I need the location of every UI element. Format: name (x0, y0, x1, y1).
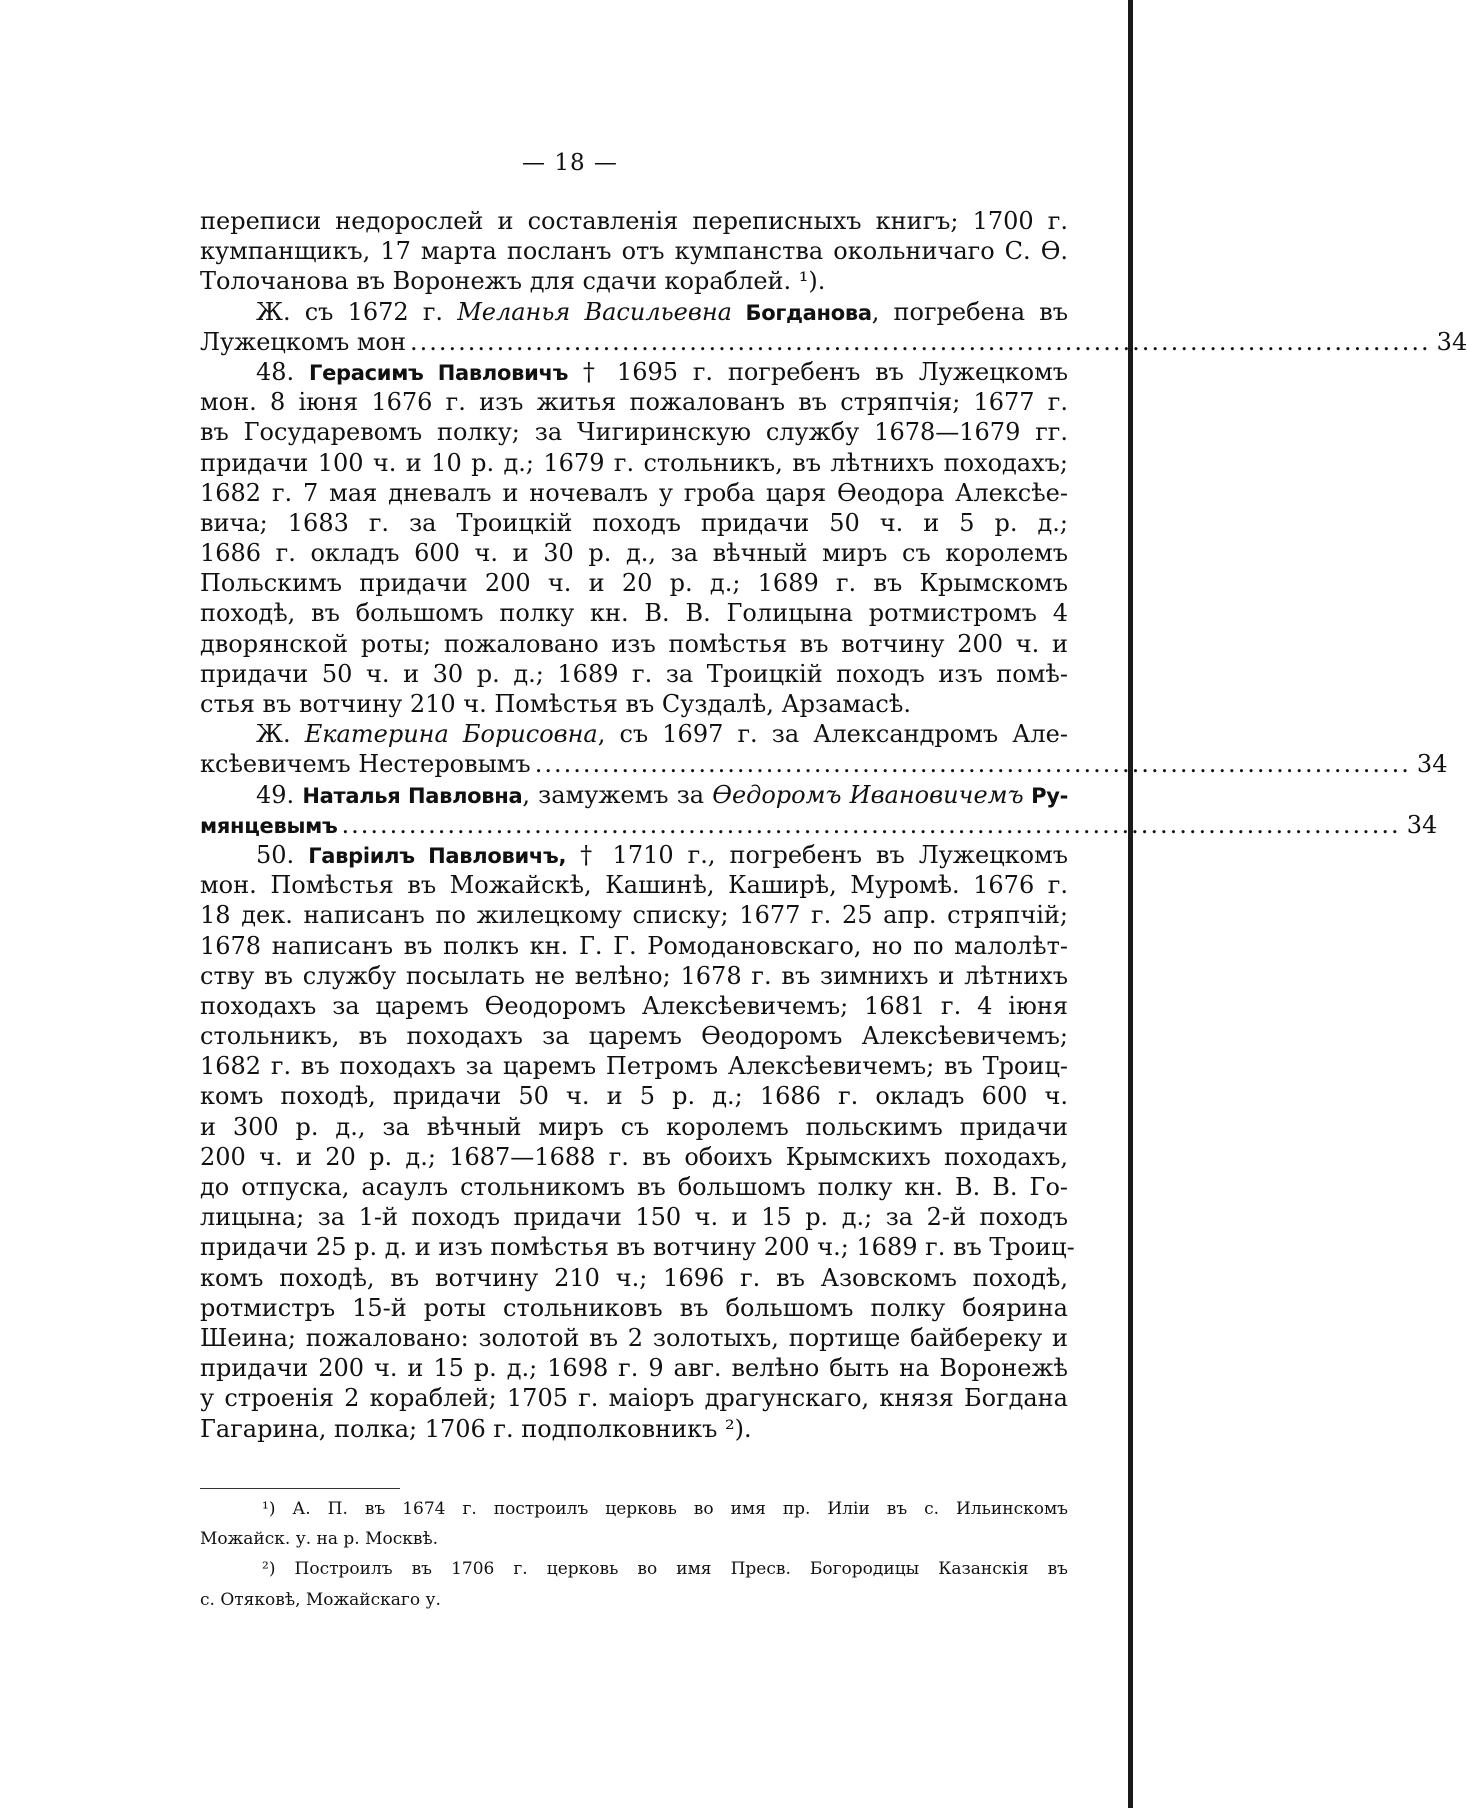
text-span: , замужемъ за (522, 780, 713, 809)
footnote-1: ¹) А. П. въ 1674 г. построилъ церковь во имя пр. Иліи въ с. Ильинскомъ (262, 1499, 1068, 1519)
surname: Ру- (1023, 783, 1068, 808)
text-span: † 1695 г. погребенъ въ Лужецкомъ (568, 357, 1069, 386)
text-line: придачи 50 ч. и 30 р. д.; 1689 г. за Троицкій походъ изъ помѣ- (200, 659, 1068, 688)
text-span: , погребена въ (871, 297, 1068, 326)
text-line: лицына; за 1-й походъ придачи 150 ч. и 15 р. д.; за 2-й походъ (200, 1203, 1068, 1232)
text-line: Шеина; пожаловано: золотой въ 2 золотыхъ, портище байбереку и (200, 1323, 1068, 1352)
text-line: въ Государевомъ полку; за Чигиринскую службу 1678—1679 гг. (200, 418, 1068, 447)
footnote-2-cont: с. Отяковѣ, Можайскаго у. (200, 1589, 441, 1610)
footnote-rule (200, 1488, 400, 1489)
page-ref: 34 (1416, 750, 1448, 779)
text-line: 1682 г. въ походахъ за царемъ Петромъ Алексѣевичемъ; въ Троиц- (200, 1052, 1068, 1081)
text-line: стольникъ, въ походахъ за царемъ Ѳеодоромъ Алексѣевичемъ; (200, 1022, 1068, 1051)
text-line: кумпанщикъ, 17 марта посланъ отъ кумпанства окольничаго С. Ѳ. (200, 237, 1068, 266)
footnote-1-cont: Можайск. у. на р. Москвѣ. (200, 1529, 439, 1550)
text-line: вича; 1683 г. за Троицкій походъ придачи 50 ч. и 5 р. д.; (200, 508, 1068, 537)
text-span: Лужецкомъ мон (200, 327, 406, 356)
text-line: 200 ч. и 20 р. д.; 1687—1688 г. въ обоихъ Крымскихъ походахъ, (200, 1142, 1068, 1171)
leader-row (200, 327, 1467, 357)
text-line: 1682 г. 7 мая дневалъ и ночевалъ у гроба царя Ѳеодора Алексѣе- (200, 478, 1068, 507)
dot-leader: .......................................................................................................... (410, 327, 1431, 356)
text-span: Ж. (256, 720, 305, 749)
text-line: стья въ вотчину 210 ч. Помѣстья въ Суздалѣ, Арзамасѣ. (200, 690, 911, 718)
entry-48 (200, 357, 1068, 387)
person-name: Меланья Васильевна (457, 297, 732, 326)
dot-leader: ........................................................................................... (534, 750, 1411, 779)
leader-row (200, 749, 1448, 779)
main-text (200, 206, 1467, 1444)
page-ref: 34 (1436, 327, 1467, 356)
surname: Богданова (731, 300, 872, 325)
surname: мянцевымъ (200, 813, 338, 838)
leader-row (200, 810, 1438, 840)
text-line: мон. 8 іюня 1676 г. изъ житья пожалованъ въ стряпчія; 1677 г. (200, 388, 1068, 417)
footnotes (200, 1496, 1068, 1617)
text-line: походѣ, въ большомъ полку кн. В. В. Голицына ротмистромъ 4 (200, 599, 1068, 628)
page-edge (1128, 0, 1133, 1808)
text-line: и 300 р. д., за вѣчный миръ съ королемъ польскимъ придачи (200, 1112, 1068, 1141)
text-line: 1686 г. окладъ 600 ч. и 30 р. д., за вѣчный миръ съ королемъ (200, 539, 1068, 568)
text-line: дворянской роты; пожаловано изъ помѣстья въ вотчину 200 ч. и (200, 629, 1068, 658)
entry-number: 48. (256, 357, 309, 386)
entry-wife-ekaterina (200, 719, 1068, 749)
spouse-name: Ѳедоромъ Ивановичемъ (712, 780, 1024, 809)
text-line: 18 дек. написанъ по жилецкому списку; 1677 г. 25 апр. стряпчій; (200, 901, 1068, 930)
text-line: Польскимъ придачи 200 ч. и 20 р. д.; 1689 г. въ Крымскомъ (200, 569, 1068, 598)
text-line: мон. Помѣстья въ Можайскѣ, Кашинѣ, Каширѣ, Муромѣ. 1676 г. (200, 871, 1068, 900)
text-line: у строенія 2 кораблей; 1705 г. маіоръ драгунскаго, князя Богдана (200, 1384, 1068, 1413)
text-span: ксѣевичемъ Нестеровымъ (200, 750, 531, 779)
person-name: Гавріилъ Павловичъ, (308, 843, 567, 868)
text-line: походахъ за царемъ Ѳеодоромъ Алексѣевичемъ; 1681 г. 4 іюня (200, 991, 1068, 1020)
entry-number: 49. (256, 780, 303, 809)
text-span: , съ 1697 г. за Александромъ Але- (597, 720, 1068, 749)
text-line: придачи 25 р. д. и изъ помѣстья въ вотчину 200 ч.; 1689 г. въ Троиц- (200, 1233, 1075, 1262)
footnote-2: ²) Построилъ въ 1706 г. церковь во имя Пресв. Богородицы Казанскія въ (262, 1559, 1068, 1580)
dot-leader: .............................................................................................................. (341, 810, 1401, 839)
text-line: 1678 написанъ въ полкъ кн. Г. Г. Ромодановскаго, но по малолѣт- (200, 931, 1068, 960)
entry-50 (200, 840, 1068, 870)
entry-wife-melanya (200, 297, 1068, 327)
text-line: ству въ службу посылать не велѣно; 1678 г. въ зимнихъ и лѣтнихъ (200, 961, 1068, 990)
page-number: — 18 — (522, 150, 618, 176)
entry-49 (200, 780, 1068, 810)
text-line: комъ походѣ, придачи 50 ч. и 5 р. д.; 1686 г. окладъ 600 ч. (200, 1082, 1068, 1111)
text-span: Ж. съ 1672 г. (256, 297, 458, 326)
entry-number: 50. (256, 840, 309, 869)
text-line: придачи 200 ч. и 15 р. д.; 1698 г. 9 авг. велѣно быть на Воронежѣ (200, 1354, 1068, 1383)
text-span: † 1710 г., погребенъ въ Лужецкомъ (566, 840, 1069, 869)
text-line: Толочанова въ Воронежъ для сдачи кораблей. ¹). (200, 267, 826, 296)
person-name: Герасимъ Павловичъ (309, 360, 569, 385)
text-line: комъ походѣ, въ вотчину 210 ч.; 1696 г. въ Азовскомъ походѣ, (200, 1263, 1068, 1292)
text-line: переписи недорослей и составленія переписныхъ книгъ; 1700 г. (200, 207, 1068, 235)
person-name: Екатерина Борисовна (304, 720, 598, 749)
text-line: Гагарина, полка; 1706 г. подполковникъ ²). (200, 1414, 752, 1443)
text-line: до отпуска, асаулъ стольникомъ въ большомъ полку кн. В. В. Го- (200, 1173, 1068, 1201)
text-line: ротмистръ 15-й роты стольниковъ въ большомъ полку боярина (200, 1293, 1068, 1322)
page-ref: 34 (1406, 810, 1438, 839)
person-name: Наталья Павловна (302, 783, 523, 808)
text-line: придачи 100 ч. и 10 р. д.; 1679 г. стольникъ, въ лѣтнихъ походахъ; (200, 448, 1068, 477)
